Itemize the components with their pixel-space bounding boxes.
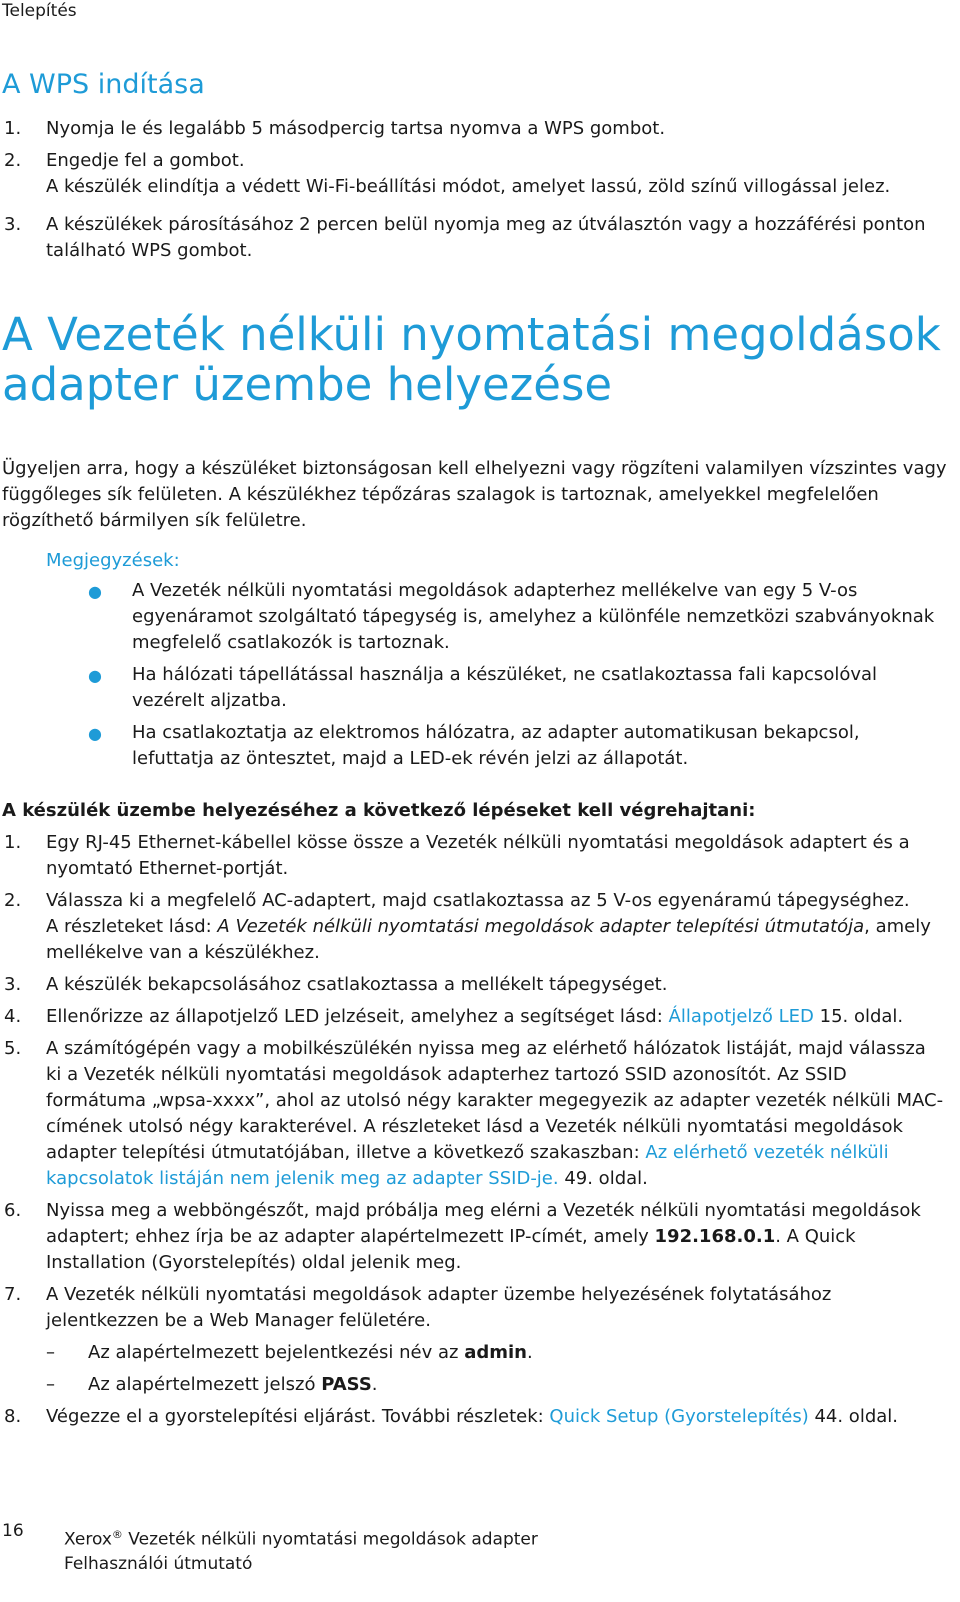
page-title-line1: A Vezeték nélküli nyomtatási megoldások <box>2 308 941 361</box>
paragraph-line: Ügyeljen arra, hogy a készüléket biztonságosan kell elhelyezni vagy rögzíteni valamilyen vízszintes vagy <box>2 458 947 479</box>
product-name: Vezeték nélküli nyomtatási megoldások adapter <box>122 1529 538 1550</box>
text-span: . <box>526 1342 533 1363</box>
list-item-continuation: formátuma „wpsa-xxxx”, ahol az utolsó négy karakter megegyezik az adapter vezeték nélküli MAC- <box>46 1090 944 1111</box>
note-line: egyenáramot szolgáltató tápegység is, amelyhez a különféle nemzetközi szabványoknak <box>132 606 935 627</box>
footer-title <box>64 1523 538 1576</box>
footer-line2: Felhasználói útmutató <box>64 1553 253 1574</box>
brand-name: Xerox <box>64 1529 112 1550</box>
list-item-continuation <box>46 1140 946 1166</box>
bullet-icon: ● <box>88 666 102 685</box>
text-span: Az alapértelmezett jelszó <box>88 1374 322 1395</box>
text-span: 15. oldal. <box>813 1006 904 1027</box>
list-item: Egy RJ-45 Ethernet-kábellel kösse össze a Vezeték nélküli nyomtatási megoldások adaptert és a <box>46 832 910 853</box>
list-item-continuation: jelentkezzen be a Web Manager felületére. <box>46 1310 431 1331</box>
text-span: 44. oldal. <box>808 1406 898 1427</box>
list-number: 2. <box>4 890 22 911</box>
page-number: 16 <box>2 1521 24 1541</box>
list-item: A készülékek párosításához 2 percen belül nyomja meg az útválasztón vagy a hozzáférési ponton <box>46 214 926 235</box>
list-number: 3. <box>4 974 22 995</box>
list-item: Nyissa meg a webböngészőt, majd próbálja meg elérni a Vezeték nélküli nyomtatási megoldások <box>46 1200 921 1221</box>
list-number: 5. <box>4 1038 22 1059</box>
list-item: Válassza ki a megfelelő AC-adaptert, majd csatlakoztassa az 5 V-os egyenáramú tápegységhez. <box>46 890 910 911</box>
note-line: Ha hálózati tápellátással használja a készüléket, ne csatlakoztassa fali kapcsolóval <box>132 664 878 685</box>
note-line: lefuttatja az öntesztet, majd a LED-ek révén jelzi az állapotát. <box>132 748 689 769</box>
list-item-continuation: található WPS gombot. <box>46 240 253 261</box>
note-line: megfelelő csatlakozók is tartoznak. <box>132 632 450 653</box>
ssid-troubleshoot-link[interactable]: kapcsolatok listáján nem jelenik meg az adapter SSID-je. <box>46 1168 559 1189</box>
list-item: A Vezeték nélküli nyomtatási megoldások adapter üzembe helyezésének folytatásához <box>46 1284 832 1305</box>
ip-address: 192.168.0.1 <box>654 1226 776 1247</box>
list-item-continuation: címének utolsó négy karakterével. A részleteket lásd a Vezeték nélküli nyomtatási megoldások <box>46 1116 903 1137</box>
list-item-continuation <box>46 1166 946 1192</box>
text-span: Ellenőrizze az állapotjelző LED jelzéseit, amelyhez a segítséget lásd: <box>46 1006 669 1027</box>
list-item: A készülék bekapcsolásához csatlakoztassa a mellékelt tápegységet. <box>46 974 668 995</box>
list-item-continuation <box>46 1224 946 1250</box>
text-span: . <box>371 1374 378 1395</box>
text-span: . A Quick <box>775 1226 856 1247</box>
list-item-continuation <box>46 914 946 940</box>
list-number: 7. <box>4 1284 22 1305</box>
list-item-continuation: A készülék elindítja a védett Wi-Fi-beállítási módot, amelyet lassú, zöld színű villogással jelez. <box>46 176 891 197</box>
list-item: Engedje fel a gombot. <box>46 150 245 171</box>
quick-setup-link[interactable]: Quick Setup (Gyorstelepítés) <box>549 1406 809 1427</box>
paragraph-line: függőleges sík felületen. A készülékhez tépőzáras szalagok is tartoznak, amelyekkel megfelelően <box>2 484 879 505</box>
text-span: A részleteket lásd: <box>46 916 218 937</box>
text-span: adapter telepítési útmutatójában, illetve a következő szakaszban: <box>46 1142 646 1163</box>
list-item <box>46 1404 946 1430</box>
note-line: Ha csatlakoztatja az elektromos hálózatra, az adapter automatikusan bekapcsol, <box>132 722 860 743</box>
steps-heading: A készülék üzembe helyezéséhez a következő lépéseket kell végrehajtani: <box>2 800 756 821</box>
list-number: 6. <box>4 1200 22 1221</box>
list-number: 2. <box>4 150 22 171</box>
list-number: 1. <box>4 832 22 853</box>
list-number: 4. <box>4 1006 22 1027</box>
sub-item <box>88 1372 378 1398</box>
status-led-link[interactable]: Állapotjelző LED <box>668 1006 814 1027</box>
bullet-icon: ● <box>88 582 102 601</box>
list-item-continuation: ki a Vezeték nélküli nyomtatási megoldások adapterhez tartozó SSID azonosítót. Az SSID <box>46 1064 847 1085</box>
text-span: Az alapértelmezett bejelentkezési név az <box>88 1342 465 1363</box>
bullet-icon: ● <box>88 724 102 743</box>
text-span: , amely <box>864 916 931 937</box>
footer-line1 <box>64 1523 538 1552</box>
list-number: 1. <box>4 118 22 139</box>
running-header: Telepítés <box>2 1 77 21</box>
default-password: PASS <box>321 1374 372 1395</box>
sub-item <box>88 1340 533 1366</box>
dash-marker: – <box>46 1374 55 1395</box>
text-span: 49. oldal. <box>558 1168 648 1189</box>
ssid-troubleshoot-link[interactable]: Az elérhető vezeték nélküli <box>645 1142 889 1163</box>
text-span: Végezze el a gyorstelepítési eljárást. További részletek: <box>46 1406 550 1427</box>
list-item: A számítógépén vagy a mobilkészülékén nyissa meg az elérhető hálózatok listáját, majd válassza <box>46 1038 926 1059</box>
list-item-continuation: mellékelve van a készülékhez. <box>46 942 320 963</box>
doc-reference: A Vezeték nélküli nyomtatási megoldások adapter telepítési útmutatója <box>217 916 865 937</box>
registered-mark: ® <box>111 1528 123 1541</box>
list-item: Nyomja le és legalább 5 másodpercig tartsa nyomva a WPS gombot. <box>46 118 666 139</box>
wps-section-title: A WPS indítása <box>2 69 205 100</box>
list-item-continuation: Installation (Gyorstelepítés) oldal jelenik meg. <box>46 1252 462 1273</box>
note-line: A Vezeték nélküli nyomtatási megoldások adapterhez mellékelve van egy 5 V-os <box>132 580 858 601</box>
notes-heading: Megjegyzések: <box>46 550 180 571</box>
dash-marker: – <box>46 1342 55 1363</box>
list-item <box>46 1004 946 1030</box>
list-item-continuation: nyomtató Ethernet-portját. <box>46 858 289 879</box>
list-number: 8. <box>4 1406 22 1427</box>
default-username: admin <box>464 1342 527 1363</box>
paragraph-line: rögzíthető bármilyen sík felületre. <box>2 510 307 531</box>
text-span: adaptert; ehhez írja be az adapter alapértelmezett IP-címét, amely <box>46 1226 655 1247</box>
note-line: vezérelt aljzatba. <box>132 690 287 711</box>
list-number: 3. <box>4 214 22 235</box>
page-title-line2: adapter üzembe helyezése <box>2 358 613 411</box>
